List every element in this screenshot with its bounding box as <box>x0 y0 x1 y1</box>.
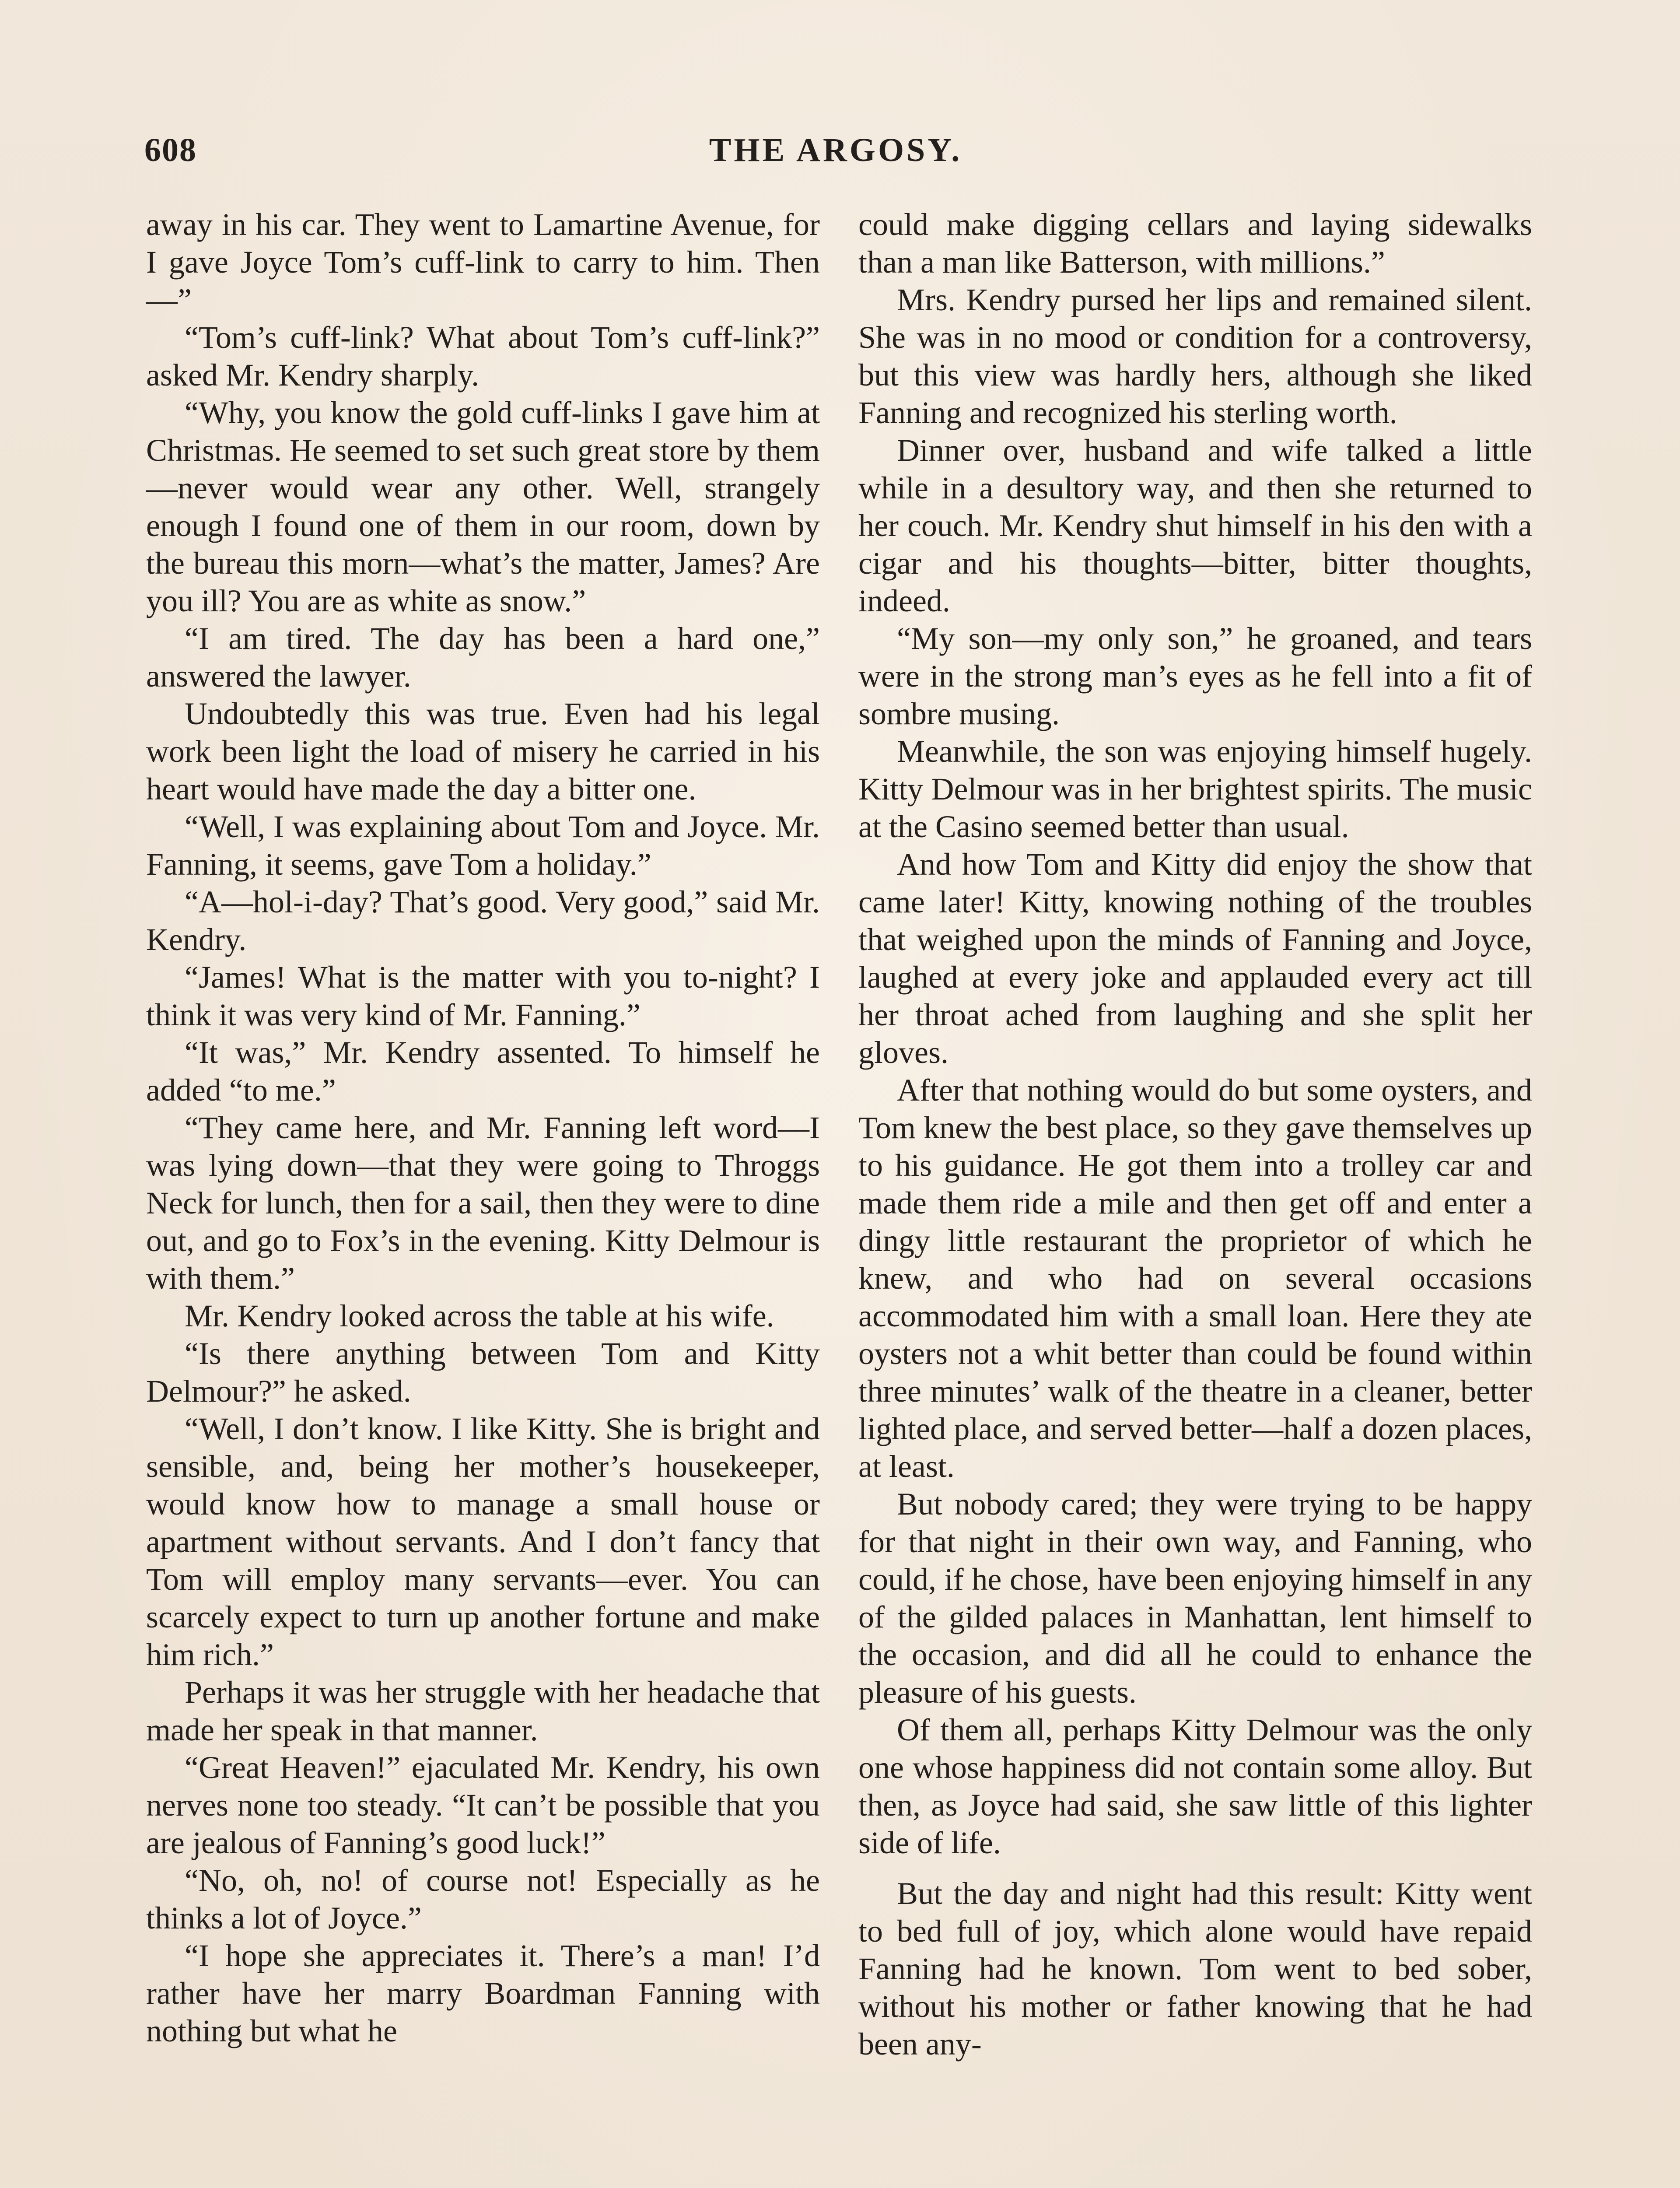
paragraph: “My son—my only son,” he groaned, and tears were in the strong man’s eyes as he fell into a fit of sombre musing. <box>858 621 1532 731</box>
paragraph: And how Tom and Kitty did enjoy the show that came later! Kitty, knowing nothing of the troubles that weighed upon the minds of Fanning and Joyce, laughed at every joke and applauded every act till her throat ached from laughing and she split her gloves. <box>858 847 1532 1070</box>
paragraph: “No, oh, no! of course not! Especially as he thinks a lot of Joyce.” <box>146 1863 820 1936</box>
left-column <box>146 206 820 2050</box>
paragraph: “Is there anything between Tom and Kitty Delmour?” he asked. <box>146 1336 820 1409</box>
paragraph: Dinner over, husband and wife talked a little while in a desultory way, and then she returned to her couch. Mr. Kendry shut himself in his den with a cigar and his thoughts—bitter, bitter thoughts, indeed. <box>858 433 1532 618</box>
paragraph: Perhaps it was her struggle with her headache that made her speak in that manner. <box>146 1675 820 1747</box>
paragraph: “A—hol-i-day? That’s good. Very good,” said Mr. Kendry. <box>146 884 820 957</box>
paragraph: Mr. Kendry looked across the table at his wife. <box>185 1298 774 1333</box>
paragraph: But nobody cared; they were trying to be happy for that night in their own way, and Fanning, who could, if he chose, have been enjoying himself in any of the gilded palaces in Manhattan, lent himself to the occasion, and did all he could to enhance the pleasure of his guests. <box>858 1487 1532 1710</box>
paragraph: Of them all, perhaps Kitty Delmour was the only one whose happiness did not contain some alloy. But then, as Joyce had said, she saw little of this lighter side of life. <box>858 1712 1532 1860</box>
paragraph: “Great Heaven!” ejaculated Mr. Kendry, his own nerves none too steady. “It can’t be possible that you are jealous of Fanning’s good luck!” <box>146 1750 820 1860</box>
paragraph: “James! What is the matter with you to-night? I think it was very kind of Mr. Fanning.” <box>146 960 820 1032</box>
paragraph: “They came here, and Mr. Fanning left word—I was lying down—that they were going to Throggs Neck for lunch, then for a sail, then they were to dine out, and go to Fox’s in the evening. Kitty Delmour is with them.” <box>146 1110 820 1296</box>
page-number: 608 <box>144 132 197 168</box>
paragraph: But the day and night had this result: Kitty went to bed full of joy, which alone would have repaid Fanning had he known. Tom went to bed sober, without his mother or father knowing that he had been any- <box>858 1876 1532 2062</box>
paragraph: “It was,” Mr. Kendry assented. To himself he added “to me.” <box>146 1035 820 1108</box>
paragraph: could make digging cellars and laying sidewalks than a man like Batterson, with millions.” <box>858 207 1532 280</box>
paragraph: Meanwhile, the son was enjoying himself hugely. Kitty Delmour was in her brightest spirits. The music at the Casino seemed better than usual. <box>858 734 1532 844</box>
paragraph: “Well, I don’t know. I like Kitty. She is bright and sensible, and, being her mother’s housekeeper, would know how to manage a small house or apartment without servants. And I don’t fancy that Tom will employ many servants—ever. You can scarcely expect to turn up another fortune and make him rich.” <box>146 1411 820 1672</box>
paragraph: Undoubtedly this was true. Even had his legal work been light the load of misery he carried in his heart would have made the day a bitter one. <box>146 696 820 806</box>
paragraph: Mrs. Kendry pursed her lips and remained silent. She was in no mood or condition for a controversy, but this view was hardly hers, although she liked Fanning and recognized his sterling worth. <box>858 282 1532 430</box>
paragraph: away in his car. They went to Lamartine Avenue, for I gave Joyce Tom’s cuff-link to carry to him. Then—” <box>146 207 820 317</box>
running-head: THE ARGOSY. <box>709 132 962 168</box>
paragraph: “I am tired. The day has been a hard one,” answered the lawyer. <box>146 621 820 694</box>
paragraph: “Well, I was explaining about Tom and Joyce. Mr. Fanning, it seems, gave Tom a holiday.” <box>146 809 820 882</box>
paragraph: “Why, you know the gold cuff-links I gave him at Christmas. He seemed to set such great store by them—never would wear any other. Well, strangely enough I found one of them in our room, down by the bureau this morn—what’s the matter, James? Are you ill? You are as white as snow.” <box>146 395 820 618</box>
paragraph: “I hope she appreciates it. There’s a man! I’d rather have her marry Boardman Fanning with nothing but what he <box>146 1938 820 2048</box>
paragraph: After that nothing would do but some oysters, and Tom knew the best place, so they gave themselves up to his guidance. He got them into a trolley car and made them ride a mile and then get off and enter a dingy little restaurant the proprietor of which he knew, and who had on several occasions accommodated him with a small loan. Here they ate oysters not a whit better than could be found within three minutes’ walk of the theatre in a cleaner, better lighted place, and served better—half a dozen places, at least. <box>858 1073 1532 1484</box>
page-header <box>144 131 1527 179</box>
right-column <box>858 206 1532 2063</box>
paragraph: “Tom’s cuff-link? What about Tom’s cuff-link?” asked Mr. Kendry sharply. <box>146 320 820 393</box>
